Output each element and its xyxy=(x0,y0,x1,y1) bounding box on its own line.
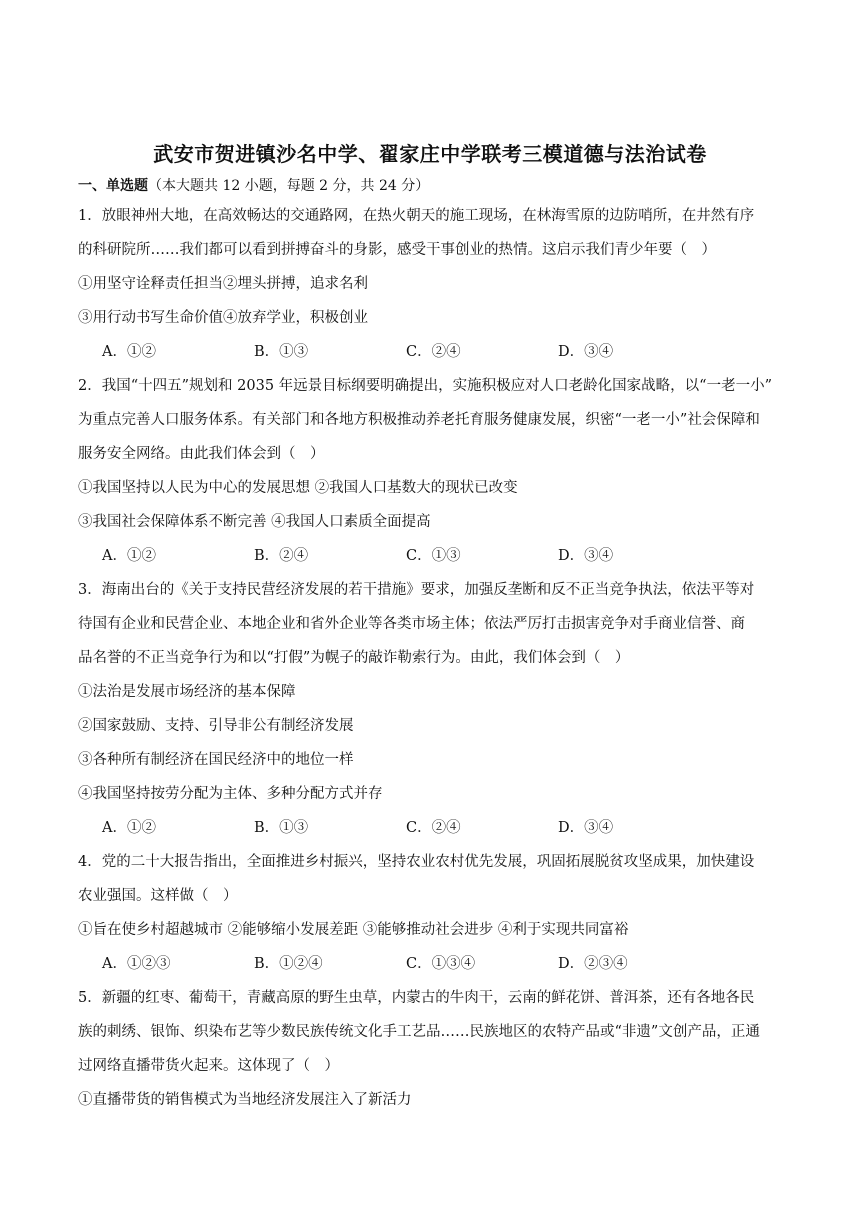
question-text: 4．党的二十大报告指出，全面推进乡村振兴，坚持农业农村优先发展，巩固拓展脱贫攻坚成果，加快建设 xyxy=(78,854,755,870)
option-b: B．②④ xyxy=(254,548,309,564)
option-d: D．③④ xyxy=(558,820,614,836)
question-text: 为重点完善人口服务体系。有关部门和各地方积极推动养老托育服务健康发展，织密“一老一小”社会保障和 xyxy=(78,412,760,428)
option-c: C．①③ xyxy=(406,548,461,564)
options-row xyxy=(78,539,783,573)
statement: ①直播带货的销售模式为当地经济发展注入了新活力 xyxy=(78,1092,412,1108)
options-row xyxy=(78,947,783,981)
section-header xyxy=(78,175,429,195)
option-b: B．①③ xyxy=(254,344,309,360)
statement: ②国家鼓励、支持、引导非公有制经济发展 xyxy=(78,718,354,734)
statement: ③我国社会保障体系不断完善 ④我国人口素质全面提高 xyxy=(78,514,431,530)
question-text: 1．放眼神州大地，在高效畅达的交通路网，在热火朝天的施工现场，在林海雪原的边防哨所，在井然有序 xyxy=(78,208,755,224)
option-c: C．②④ xyxy=(406,344,461,360)
option-c: C．②④ xyxy=(406,820,461,836)
question-2 xyxy=(78,369,783,573)
statement: ①旨在使乡村超越城市 ②能够缩小发展差距 ③能够推动社会进步 ④利于实现共同富裕 xyxy=(78,922,629,938)
options-row xyxy=(78,811,783,845)
statement: ①用坚守诠释责任担当②埋头拼搏，追求名利 xyxy=(78,276,368,292)
option-c: C．①③④ xyxy=(406,956,476,972)
statement: ①我国坚持以人民为中心的发展思想 ②我国人口基数大的现状已改变 xyxy=(78,480,518,496)
option-d: D．③④ xyxy=(558,344,614,360)
question-text: 2．我国“十四五”规划和 2035 年远景目标纲要明确提出，实施积极应对人口老龄化国家战略，以“一老一小” xyxy=(78,378,772,394)
statement: ③各种所有制经济在国民经济中的地位一样 xyxy=(78,752,354,768)
option-b: B．①③ xyxy=(254,820,309,836)
question-text: 的科研院所……我们都可以看到拼搏奋斗的身影，感受干事创业的热情。这启示我们青少年要（ ） xyxy=(78,242,716,258)
question-3 xyxy=(78,573,783,845)
option-a: A．①②③ xyxy=(102,956,171,972)
statement: ④我国坚持按劳分配为主体、多种分配方式并存 xyxy=(78,786,383,802)
option-b: B．①②④ xyxy=(254,956,323,972)
question-1 xyxy=(78,199,783,369)
question-text: 服务安全网络。由此我们体会到（ ） xyxy=(78,446,325,462)
question-text: 待国有企业和民营企业、本地企业和省外企业等各类市场主体；依法严厉打击损害竞争对手商业信誉、商 xyxy=(78,616,745,632)
exam-title: 武安市贺进镇沙名中学、翟家庄中学联考三模道德与法治试卷 xyxy=(153,142,707,166)
statement: ①法治是发展市场经济的基本保障 xyxy=(78,684,296,700)
statement: ③用行动书写生命价值④放弃学业，积极创业 xyxy=(78,310,368,326)
option-a: A．①② xyxy=(102,548,156,564)
question-text: 5．新疆的红枣、葡萄干，青藏高原的野生虫草，内蒙古的牛肉干，云南的鲜花饼、普洱茶，还有各地各民 xyxy=(78,990,755,1006)
question-text: 族的刺绣、银饰、织染布艺等少数民族传统文化手工艺品……民族地区的农特产品或“非遗”文创产品，正通 xyxy=(78,1024,760,1040)
question-text: 品名誉的不正当竞争行为和以“打假”为幌子的敲诈勒索行为。由此，我们体会到（ ） xyxy=(78,650,630,666)
option-a: A．①② xyxy=(102,344,156,360)
section-note: （本大题共 12 小题，每题 2 分，共 24 分） xyxy=(148,178,430,194)
question-text: 农业强国。这样做（ ） xyxy=(78,888,238,904)
options-row xyxy=(78,335,783,369)
question-text: 过网络直播带货火起来。这体现了（ ） xyxy=(78,1058,339,1074)
option-d: D．②③④ xyxy=(558,956,628,972)
questions xyxy=(78,199,783,1117)
question-text: 3．海南出台的《关于支持民营经济发展的若干措施》要求，加强反垄断和反不正当竞争执法，依法平等对 xyxy=(78,582,755,598)
option-d: D．③④ xyxy=(558,548,614,564)
option-a: A．①② xyxy=(102,820,156,836)
section-heading: 一、单选题 xyxy=(78,178,148,194)
question-5 xyxy=(78,981,783,1117)
question-4 xyxy=(78,845,783,981)
